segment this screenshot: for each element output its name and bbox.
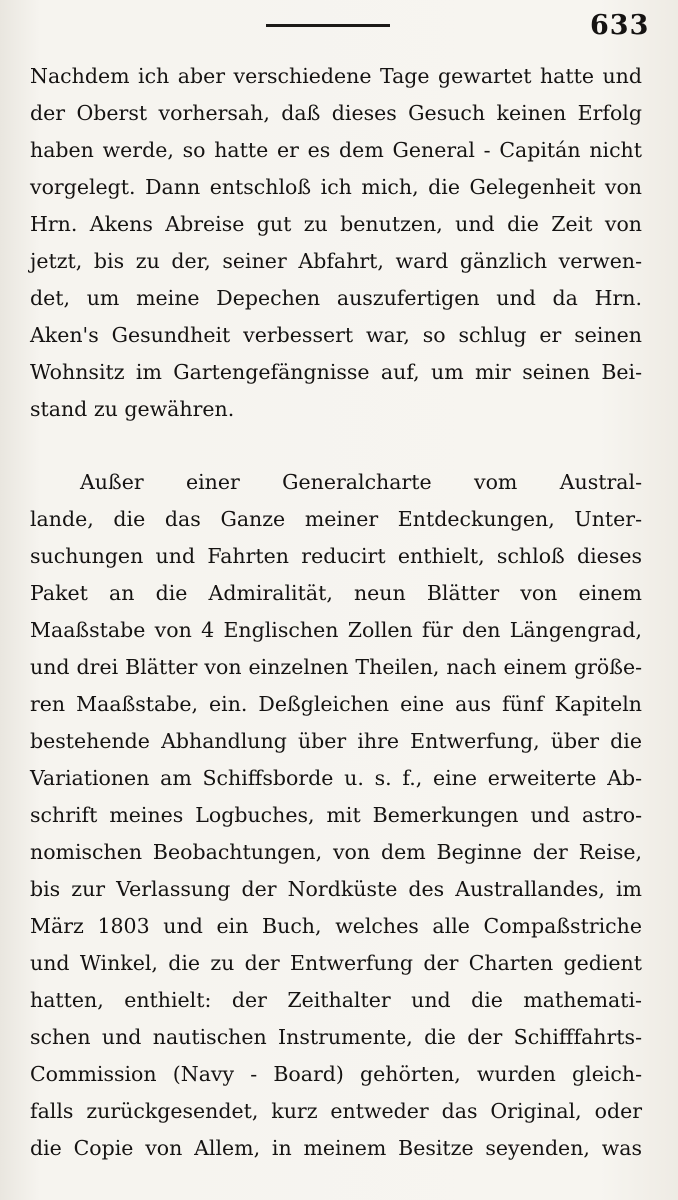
text-line: der Oberst vorhersah, daß dieses Gesuch keinen Erfolg xyxy=(30,101,642,125)
text-line: falls zurückgesendet, kurz entweder das Original, oder xyxy=(30,1099,642,1123)
text-line: Hrn. Akens Abreise gut zu benutzen, und die Zeit von xyxy=(30,212,642,236)
text-line: lande, die das Ganze meiner Entdeckungen, Unter- xyxy=(30,507,642,531)
page-number: 633 xyxy=(590,10,650,41)
paragraph-gap xyxy=(30,428,642,464)
text-line: Paket an die Admiralität, neun Blätter von einem xyxy=(30,581,642,605)
text-line: Außer einer Generalcharte vom Austral- xyxy=(80,470,642,494)
text-line: det, um meine Depechen auszufertigen und da Hrn. xyxy=(30,286,642,310)
text-line: Wohnsitz im Gartengefängnisse auf, um mir seinen Bei- xyxy=(30,360,642,384)
text-line: die Copie von Allem, in meinem Besitze seyenden, was xyxy=(30,1136,642,1160)
header-rule xyxy=(266,24,390,27)
text-line: schrift meines Logbuches, mit Bemerkungen und astro- xyxy=(30,803,642,827)
text-line: haben werde, so hatte er es dem General - Capitán nicht xyxy=(30,138,642,162)
text-line: bis zur Verlassung der Nordküste des Australlandes, im xyxy=(30,877,642,901)
text-line: hatten, enthielt: der Zeithalter und die mathemati- xyxy=(30,988,642,1012)
text-line: Maaßstabe von 4 Englischen Zollen für den Längengrad, xyxy=(30,618,642,642)
text-line: suchungen und Fahrten reducirt enthielt, schloß dieses xyxy=(30,544,642,568)
text-line: Variationen am Schiffsborde u. s. f., eine erweiterte Ab- xyxy=(30,766,642,790)
text-line: März 1803 und ein Buch, welches alle Compaßstriche xyxy=(30,914,642,938)
text-line: Nachdem ich aber verschiedene Tage gewartet hatte und xyxy=(30,64,642,88)
text-line: stand zu gewähren. xyxy=(30,397,235,421)
text-line: und Winkel, die zu der Entwerfung der Charten gedient xyxy=(30,951,642,975)
text-line: und drei Blätter von einzelnen Theilen, nach einem größe- xyxy=(30,655,642,679)
text-line: Commission (Navy - Board) gehörten, wurden gleich- xyxy=(30,1062,642,1086)
text-line: nomischen Beobachtungen, von dem Beginne der Reise, xyxy=(30,840,642,864)
paragraph-1 xyxy=(30,58,642,428)
text-line: bestehende Abhandlung über ihre Entwerfung, über die xyxy=(30,729,642,753)
text-line: vorgelegt. Dann entschloß ich mich, die Gelegenheit von xyxy=(30,175,642,199)
paragraph-2 xyxy=(30,464,642,1167)
text-line: jetzt, bis zu der, seiner Abfahrt, ward gänzlich verwen- xyxy=(30,249,642,273)
text-line: schen und nautischen Instrumente, die der Schifffahrts- xyxy=(30,1025,642,1049)
text-line: Aken's Gesundheit verbessert war, so schlug er seinen xyxy=(30,323,642,347)
body-text xyxy=(30,58,642,1167)
text-line: ren Maaßstabe, ein. Deßgleichen eine aus fünf Kapiteln xyxy=(30,692,642,716)
